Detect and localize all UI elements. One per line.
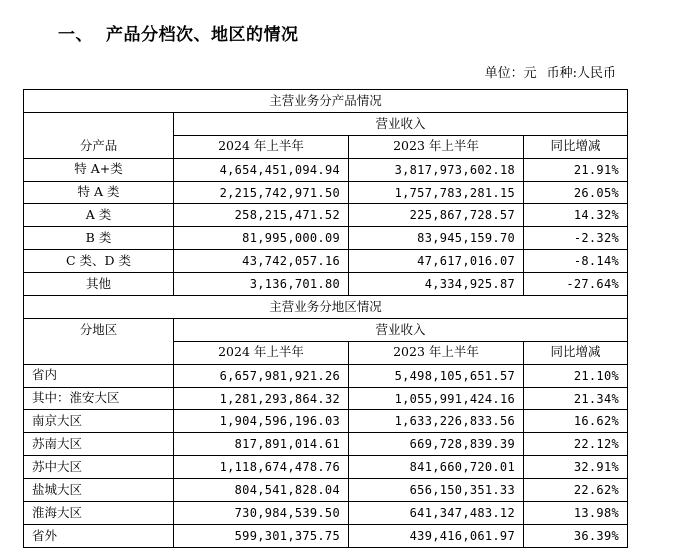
region-name-cell: 南京大区 bbox=[24, 410, 174, 433]
revenue-2024-cell: 258,215,471.52 bbox=[174, 204, 349, 227]
revenue-2024-cell: 1,118,674,478.76 bbox=[174, 456, 349, 479]
product-col-header: 2023 年上半年 bbox=[349, 135, 524, 158]
region-table-caption: 主营业务分地区情况 bbox=[24, 296, 628, 319]
yoy-change-cell: 13.98% bbox=[524, 502, 628, 525]
revenue-2023-cell: 841,660,720.01 bbox=[349, 456, 524, 479]
yoy-change-cell: 32.91% bbox=[524, 456, 628, 479]
revenue-2024-cell: 81,995,000.09 bbox=[174, 227, 349, 250]
revenue-2023-cell: 5,498,105,651.57 bbox=[349, 364, 524, 387]
revenue-2024-cell: 804,541,828.04 bbox=[174, 479, 349, 502]
product-name-cell: 特 A+类 bbox=[24, 158, 174, 181]
region-name-cell: 省内 bbox=[24, 364, 174, 387]
product-group-header-row bbox=[24, 112, 628, 135]
revenue-2024-cell: 3,136,701.80 bbox=[174, 273, 349, 296]
product-row bbox=[24, 181, 628, 204]
region-row bbox=[24, 479, 628, 502]
product-table-caption: 主营业务分产品情况 bbox=[24, 90, 628, 113]
region-col-header: 2024 年上半年 bbox=[174, 341, 349, 364]
region-row bbox=[24, 502, 628, 525]
section-heading bbox=[58, 20, 299, 45]
region-group-header-row bbox=[24, 318, 628, 341]
region-name-cell: 盐城大区 bbox=[24, 479, 174, 502]
product-revenue-group-header: 营业收入 bbox=[174, 112, 628, 135]
region-column-header-row bbox=[24, 341, 628, 364]
revenue-table bbox=[23, 89, 628, 548]
region-name-cell: 淮海大区 bbox=[24, 502, 174, 525]
revenue-2023-cell: 1,757,783,281.15 bbox=[349, 181, 524, 204]
product-row bbox=[24, 250, 628, 273]
product-col-header: 2024 年上半年 bbox=[174, 135, 349, 158]
region-name-cell: 苏南大区 bbox=[24, 433, 174, 456]
yoy-change-cell: -2.32% bbox=[524, 227, 628, 250]
region-name-cell: 苏中大区 bbox=[24, 456, 174, 479]
revenue-2024-cell: 1,281,293,864.32 bbox=[174, 387, 349, 410]
revenue-2023-cell: 225,867,728.57 bbox=[349, 204, 524, 227]
yoy-change-cell: 22.62% bbox=[524, 479, 628, 502]
blank-cell bbox=[24, 112, 174, 135]
revenue-2024-cell: 730,984,539.50 bbox=[174, 502, 349, 525]
product-name-cell: 特 A 类 bbox=[24, 181, 174, 204]
revenue-2023-cell: 83,945,159.70 bbox=[349, 227, 524, 250]
region-col-header: 2023 年上半年 bbox=[349, 341, 524, 364]
revenue-2024-cell: 817,891,014.61 bbox=[174, 433, 349, 456]
section-title: 产品分档次、地区的情况 bbox=[106, 25, 299, 45]
revenue-2024-cell: 2,215,742,971.50 bbox=[174, 181, 349, 204]
yoy-change-cell: -8.14% bbox=[524, 250, 628, 273]
region-col-header: 同比增减 bbox=[524, 341, 628, 364]
region-caption-row bbox=[24, 296, 628, 319]
region-row bbox=[24, 524, 628, 547]
product-name-cell: 其他 bbox=[24, 273, 174, 296]
product-name-cell: A 类 bbox=[24, 204, 174, 227]
region-name-cell: 其中：淮安大区 bbox=[24, 387, 174, 410]
yoy-change-cell: 22.12% bbox=[524, 433, 628, 456]
blank-cell bbox=[24, 341, 174, 364]
section-number: 一、 bbox=[58, 25, 93, 45]
yoy-change-cell: 36.39% bbox=[524, 524, 628, 547]
product-row bbox=[24, 273, 628, 296]
unit-note bbox=[485, 62, 616, 81]
unit-label: 单位：元 bbox=[484, 66, 537, 81]
product-name-cell: B 类 bbox=[24, 227, 174, 250]
revenue-2024-cell: 6,657,981,921.26 bbox=[174, 364, 349, 387]
revenue-2024-cell: 43,742,057.16 bbox=[174, 250, 349, 273]
yoy-change-cell: 16.62% bbox=[524, 410, 628, 433]
revenue-2023-cell: 47,617,016.07 bbox=[349, 250, 524, 273]
revenue-2023-cell: 656,150,351.33 bbox=[349, 479, 524, 502]
region-name-cell: 省外 bbox=[24, 524, 174, 547]
product-row bbox=[24, 158, 628, 181]
product-column-header-row bbox=[24, 135, 628, 158]
revenue-2023-cell: 3,817,973,602.18 bbox=[349, 158, 524, 181]
product-col-header: 分产品 bbox=[24, 135, 174, 158]
yoy-change-cell: 21.91% bbox=[524, 158, 628, 181]
yoy-change-cell: 21.34% bbox=[524, 387, 628, 410]
region-row bbox=[24, 410, 628, 433]
yoy-change-cell: -27.64% bbox=[524, 273, 628, 296]
yoy-change-cell: 14.32% bbox=[524, 204, 628, 227]
revenue-2024-cell: 4,654,451,094.94 bbox=[174, 158, 349, 181]
revenue-2023-cell: 4,334,925.87 bbox=[349, 273, 524, 296]
revenue-2023-cell: 1,633,226,833.56 bbox=[349, 410, 524, 433]
revenue-2023-cell: 641,347,483.12 bbox=[349, 502, 524, 525]
revenue-2024-cell: 599,301,375.75 bbox=[174, 524, 349, 547]
region-row bbox=[24, 364, 628, 387]
revenue-2024-cell: 1,904,596,196.03 bbox=[174, 410, 349, 433]
region-row bbox=[24, 387, 628, 410]
product-name-cell: C 类、D 类 bbox=[24, 250, 174, 273]
product-row bbox=[24, 204, 628, 227]
region-revenue-group-header: 营业收入 bbox=[174, 318, 628, 341]
product-row bbox=[24, 227, 628, 250]
revenue-2023-cell: 1,055,991,424.16 bbox=[349, 387, 524, 410]
revenue-2023-cell: 439,416,061.97 bbox=[349, 524, 524, 547]
currency-label: 币种:人民币 bbox=[546, 66, 616, 81]
region-col-header: 分地区 bbox=[24, 318, 174, 341]
yoy-change-cell: 26.05% bbox=[524, 181, 628, 204]
revenue-2023-cell: 669,728,839.39 bbox=[349, 433, 524, 456]
product-col-header: 同比增减 bbox=[524, 135, 628, 158]
region-row bbox=[24, 433, 628, 456]
yoy-change-cell: 21.10% bbox=[524, 364, 628, 387]
product-caption-row bbox=[24, 90, 628, 113]
region-row bbox=[24, 456, 628, 479]
